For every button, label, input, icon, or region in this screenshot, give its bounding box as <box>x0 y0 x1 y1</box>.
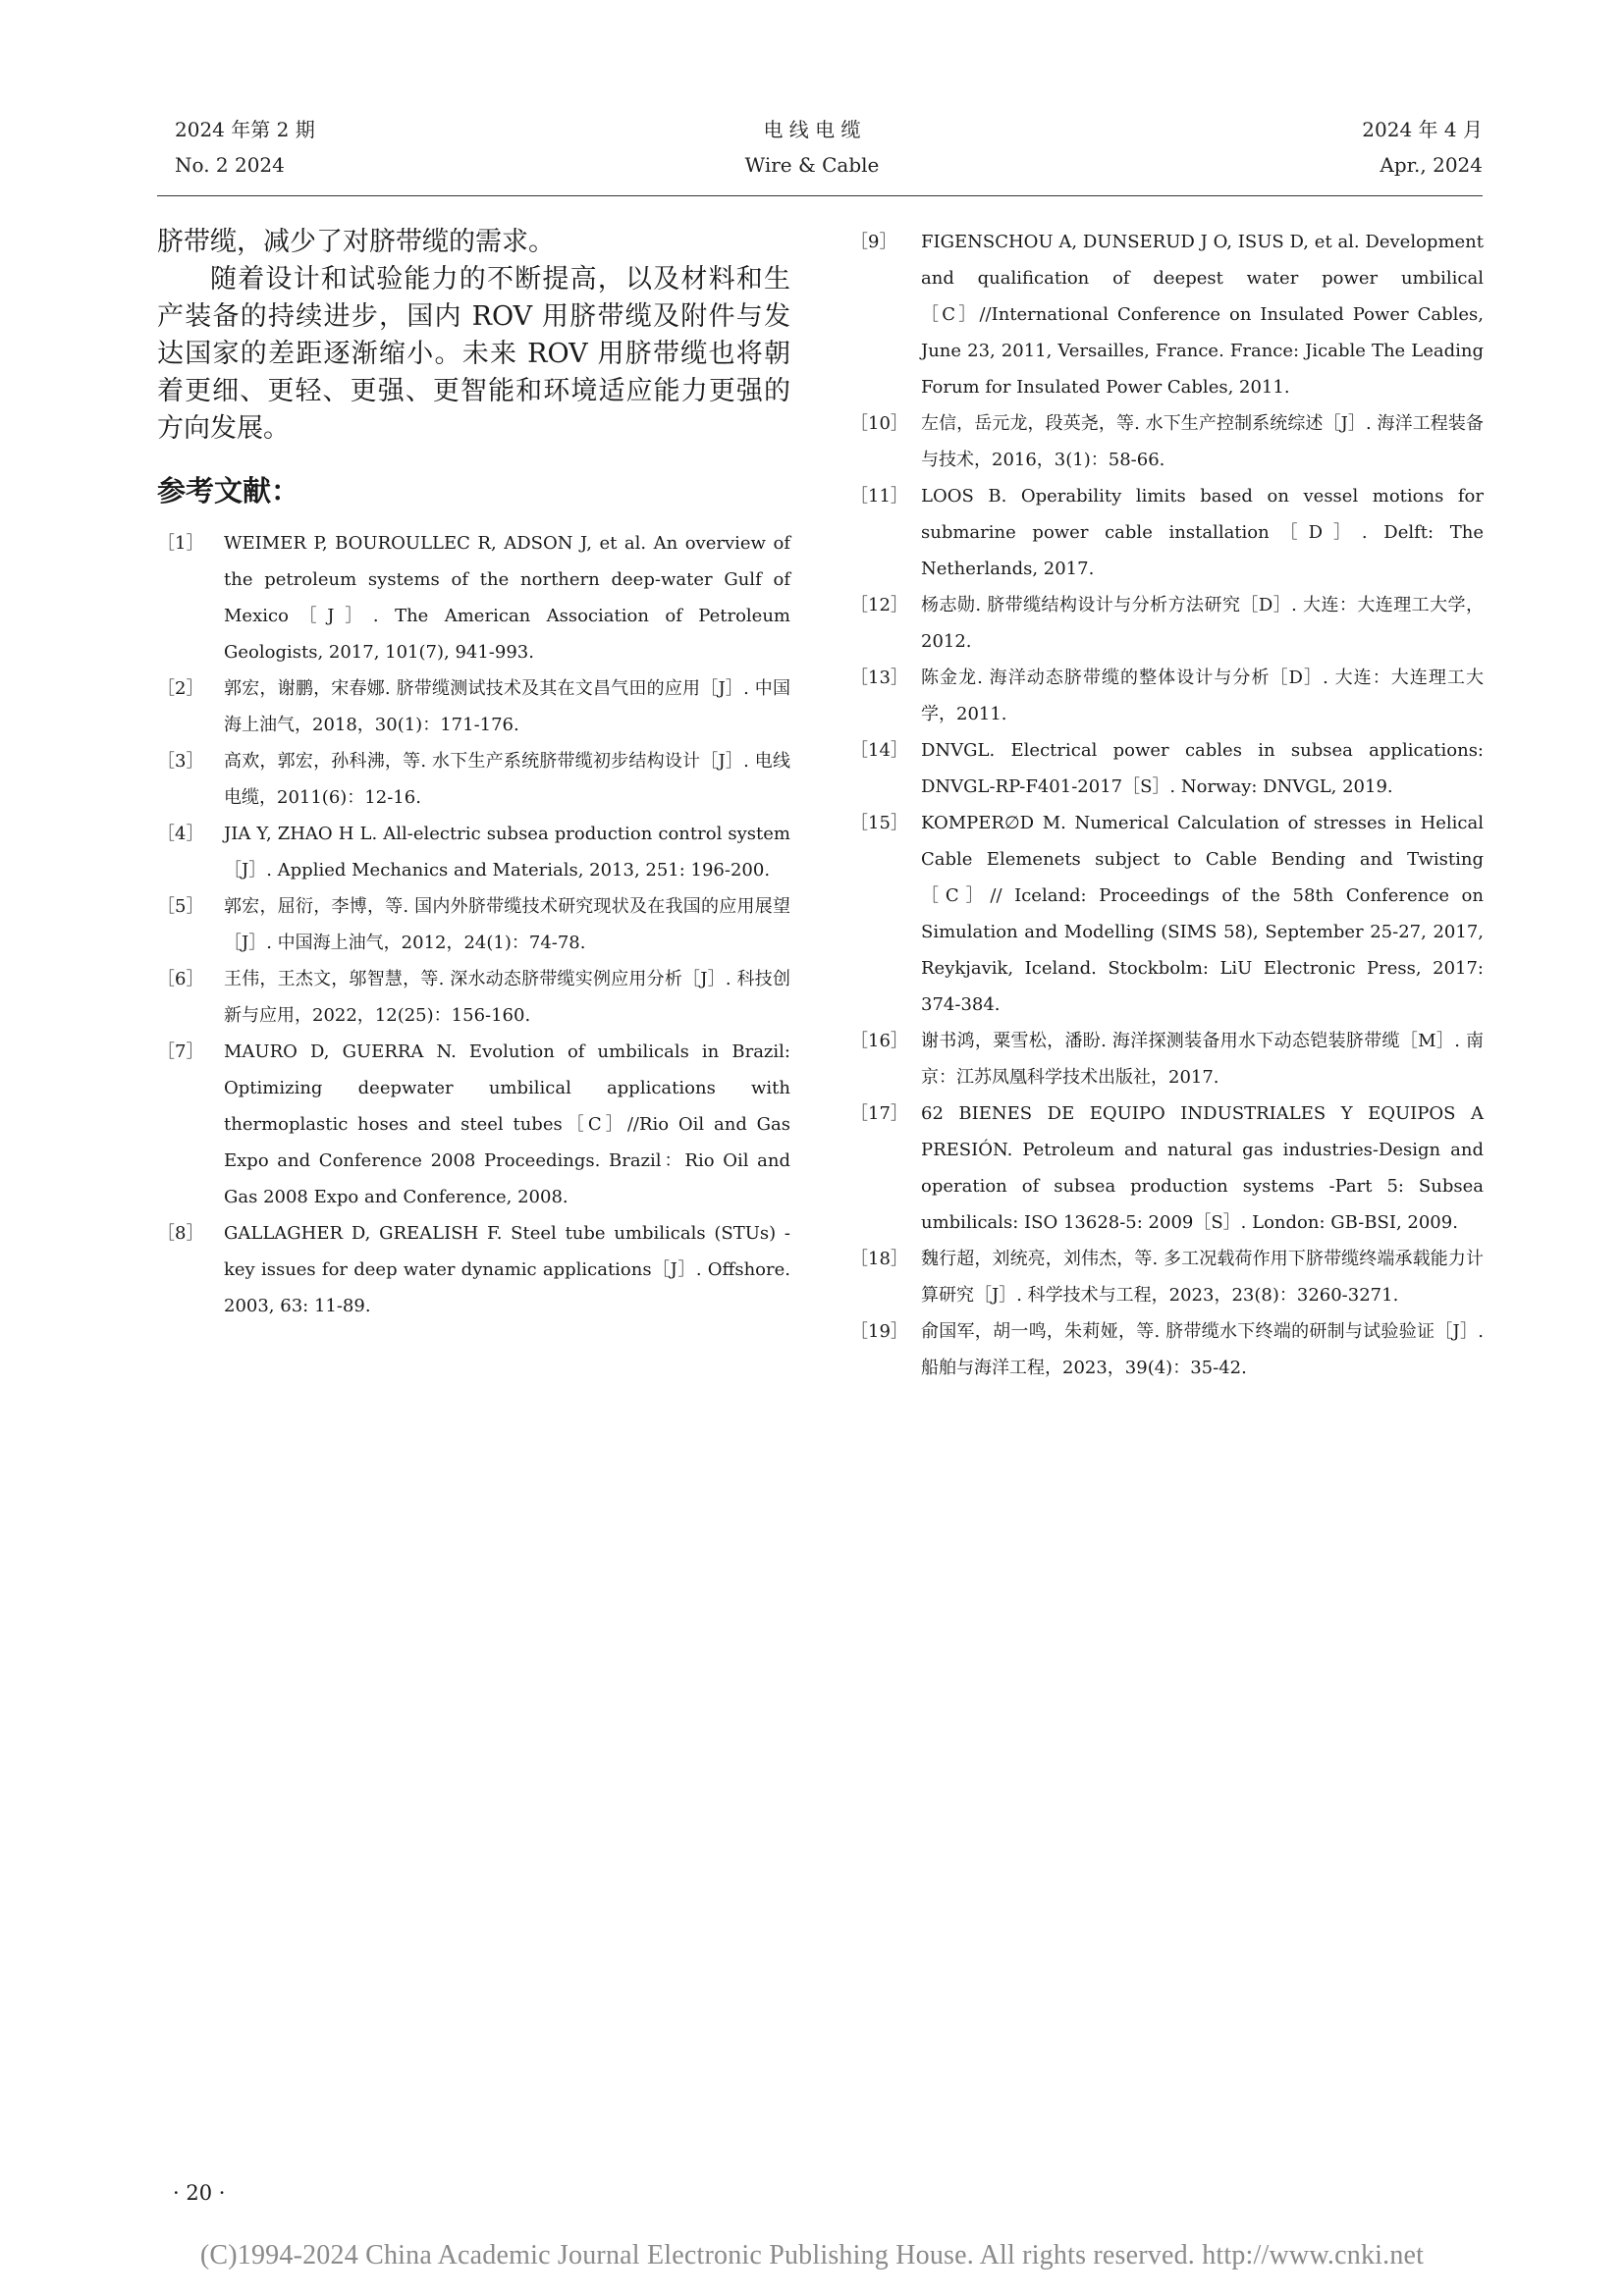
reference-item <box>850 805 1484 1023</box>
reference-text: 陈金龙. 海洋动态脐带缆的整体设计与分析［D］. 大连：大连理工大学，2011. <box>921 667 1484 724</box>
reference-number: ［16］ <box>850 1031 908 1051</box>
reference-item <box>850 1095 1484 1241</box>
reference-text: 谢书鸿，粟雪松，潘盼. 海洋探测装备用水下动态铠装脐带缆［M］. 南京：江苏凤凰科学技术出版社，2017. <box>921 1031 1484 1088</box>
reference-text: 郭宏，谢鹏，宋春娜. 脐带缆测试技术及其在文昌气田的应用［J］. 中国海上油气，2018，30(1)：171-176. <box>224 678 790 735</box>
reference-item <box>157 1034 790 1215</box>
reference-item <box>157 670 790 743</box>
reference-number: ［15］ <box>850 813 908 833</box>
reference-number: ［8］ <box>157 1223 204 1244</box>
reference-number: ［6］ <box>157 969 204 989</box>
reference-text: 62 BIENES DE EQUIPO INDUSTRIALES Y EQUIPOS A PRESIÓN. Petroleum and natural gas industries-Design and operation of subsea production systems -Part 5: Subsea umbilicals: ISO 13628-5: 2009［S］. London: GB-BSI, 2009. <box>921 1103 1484 1233</box>
reference-item <box>850 224 1484 405</box>
date-cn: 2024 年 4 月 <box>1362 118 1483 141</box>
reference-number: ［12］ <box>850 595 908 615</box>
reference-text: 王伟，王杰文，邬智慧，等. 深水动态脐带缆实例应用分析［J］. 科技创新与应用，2022，12(25)：156-160. <box>224 969 790 1026</box>
reference-text: LOOS B. Operability limits based on vessel motions for submarine power cable installation［D］. Delft: The Netherlands, 2017. <box>921 486 1484 579</box>
reference-number: ［4］ <box>157 824 204 844</box>
body-paragraph-1: 脐带缆，减少了对脐带缆的需求。 <box>157 227 555 257</box>
reference-number: ［5］ <box>157 896 204 917</box>
reference-number: ［14］ <box>850 740 908 761</box>
reference-item <box>157 743 790 816</box>
reference-number: ［1］ <box>157 533 204 554</box>
reference-text: 魏行超，刘统亮，刘伟杰，等. 多工况载荷作用下脐带缆终端承载能力计算研究［J］. 科学技术与工程，2023，23(8)：3260-3271. <box>921 1249 1484 1306</box>
reference-text: DNVGL. Electrical power cables in subsea applications: DNVGL-RP-F401-2017［S］. Norway: DNVGL, 2019. <box>921 740 1484 797</box>
reference-number: ［13］ <box>850 667 908 688</box>
page-number: · 20 · <box>173 2181 226 2205</box>
reference-number: ［3］ <box>157 751 204 772</box>
journal-title-cn: 电 线 电 缆 <box>763 118 861 141</box>
reference-text: GALLAGHER D, GREALISH F. Steel tube umbilicals (STUs) - key issues for deep water dynamic applications［J］. Offshore. 2003, 63: 11-89. <box>224 1223 790 1316</box>
issue-en: No. 2 2024 <box>175 153 285 177</box>
reference-number: ［18］ <box>850 1249 908 1269</box>
references-heading: 参考文献： <box>157 474 300 507</box>
reference-text: 高欢，郭宏，孙科沸，等. 水下生产系统脐带缆初步结构设计［J］. 电线电缆，2011(6)：12-16. <box>224 751 790 808</box>
reference-item <box>157 816 790 888</box>
header-right <box>1362 112 1483 183</box>
body-paragraph-2: 随着设计和试验能力的不断提高，以及材料和生产装备的持续进步，国内 ROV 用脐带缆及附件与发达国家的差距逐渐缩小。未来 ROV 用脐带缆也将朝着更细、更轻、更强、更智能和环境适应能力更强的方向发展。 <box>157 264 790 444</box>
reference-text: KOMPER∅D M. Numerical Calculation of stresses in Helical Cable Elemenets subject to Cable Bending and Twisting［C］// Iceland: Proceedings of the 58th Conference on Simulation and Modelling (SIMS 58), September 25-27, 2017, Reykjavik, Iceland. Stockbolm: LiU Electronic Press, 2017: 374-384. <box>921 813 1484 1015</box>
reference-number: ［19］ <box>850 1321 908 1342</box>
reference-item <box>850 1241 1484 1313</box>
reference-number: ［10］ <box>850 413 908 434</box>
date-en: Apr., 2024 <box>1380 153 1483 177</box>
reference-item <box>157 1215 790 1324</box>
reference-number: ［11］ <box>850 486 908 507</box>
copyright-footer: (C)1994-2024 China Academic Journal Electronic Publishing House. All rights reserved. http://www.cnki.net <box>199 2240 1425 2270</box>
reference-item <box>157 888 790 961</box>
reference-text: MAURO D, GUERRA N. Evolution of umbilicals in Brazil: Optimizing deepwater umbilical applications with thermoplastic hoses and steel tubes［C］//Rio Oil and Gas Expo and Conference 2008 Proceedings. Brazil：Rio Oil and Gas 2008 Expo and Conference, 2008. <box>224 1041 790 1207</box>
journal-title-en: Wire & Cable <box>744 153 880 177</box>
reference-text: 左信，岳元龙，段英尧，等. 水下生产控制系统综述［J］. 海洋工程装备与技术，2016，3(1)：58-66. <box>921 413 1484 470</box>
reference-item <box>850 660 1484 732</box>
reference-number: ［2］ <box>157 678 204 699</box>
reference-number: ［17］ <box>850 1103 908 1124</box>
left-column <box>157 224 790 1324</box>
reference-item <box>850 405 1484 478</box>
header-rule <box>157 195 1483 196</box>
reference-text: 俞国军，胡一鸣，朱莉娅，等. 脐带缆水下终端的研制与试验验证［J］. 船舶与海洋工程，2023，39(4)：35-42. <box>921 1321 1484 1378</box>
reference-item <box>850 587 1484 660</box>
reference-item <box>157 525 790 670</box>
reference-text: 杨志勋. 脐带缆结构设计与分析方法研究［D］. 大连：大连理工大学，2012. <box>921 595 1484 652</box>
issue-cn: 2024 年第 2 期 <box>175 118 315 141</box>
reference-text: WEIMER P, BOUROULLEC R, ADSON J, et al. An overview of the petroleum systems of the northern deep-water Gulf of Mexico［J］. The American Association of Petroleum Geologists, 2017, 101(7), 941-993. <box>224 533 790 663</box>
reference-text: JIA Y, ZHAO H L. All-electric subsea production control system［J］. Applied Mechanics and Materials, 2013, 251: 196-200. <box>224 824 790 881</box>
reference-item <box>850 1023 1484 1095</box>
reference-text: FIGENSCHOU A, DUNSERUD J O, ISUS D, et al. Development and qualification of deepest water power umbilical［C］//International Conference on Insulated Power Cables, June 23, 2011, Versailles, France. France: Jicable The Leading Forum for Insulated Power Cables, 2011. <box>921 232 1484 398</box>
reference-item <box>850 478 1484 587</box>
reference-number: ［7］ <box>157 1041 204 1062</box>
reference-number: ［9］ <box>850 232 897 252</box>
right-column <box>850 224 1484 1386</box>
reference-item <box>850 732 1484 805</box>
reference-text: 郭宏，屈衍，李博，等. 国内外脐带缆技术研究现状及在我国的应用展望［J］. 中国海上油气，2012，24(1)：74-78. <box>224 896 790 953</box>
reference-item <box>157 961 790 1034</box>
reference-item <box>850 1313 1484 1386</box>
